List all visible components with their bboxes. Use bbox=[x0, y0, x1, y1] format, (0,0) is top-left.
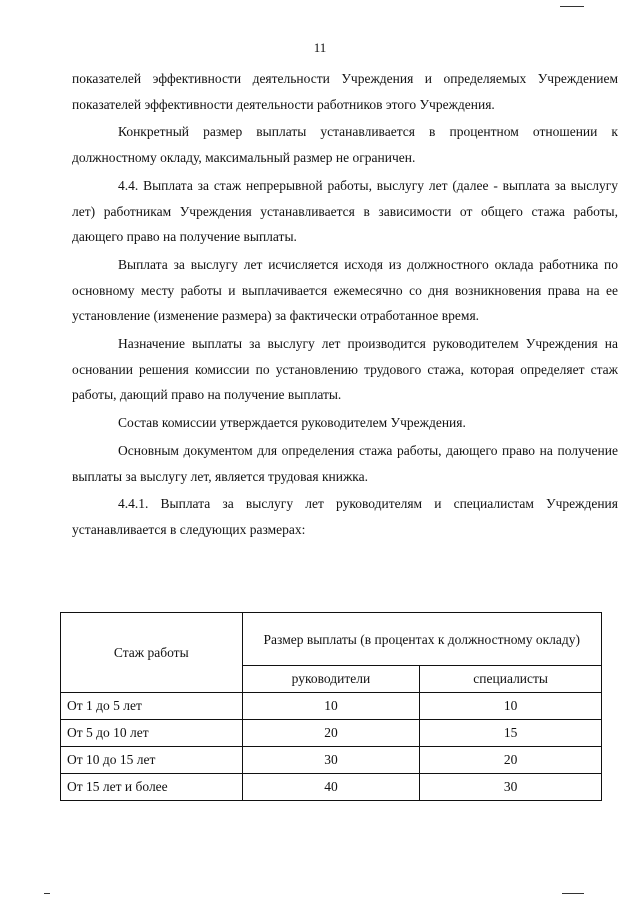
page-number: 11 bbox=[313, 40, 327, 55]
managers-value: 20 bbox=[242, 720, 420, 747]
paragraph: Выплата за выслугу лет исчисляется исходя из должностного оклада работника по основному месту работы и выплачивается ежемесячно со дня возникновения права на ее установление (изменение размера) за фактически отработанное время. bbox=[72, 256, 618, 324]
period-cell: От 1 до 5 лет bbox=[61, 693, 243, 720]
specialists-value: 30 bbox=[420, 774, 602, 801]
payment-table bbox=[60, 612, 602, 801]
managers-value: 30 bbox=[242, 747, 420, 774]
body-text bbox=[72, 66, 618, 543]
managers-value: 40 bbox=[242, 774, 420, 801]
period-cell: От 10 до 15 лет bbox=[61, 747, 243, 774]
table-row bbox=[61, 693, 602, 720]
paragraph: Назначение выплаты за выслугу лет производится руководителем Учреждения на основании решения комиссии по установлению трудового стажа, которая определяет стаж работы, дающий право на получение выплаты. bbox=[72, 336, 618, 403]
paragraph: Конкретный размер выплаты устанавливается в процентном отношении к должностному окладу, максимальный размер не ограничен. bbox=[72, 124, 618, 166]
specialists-value: 10 bbox=[420, 693, 602, 720]
header-payment-size: Размер выплаты (в процентах к должностному окладу) bbox=[242, 613, 601, 666]
table-row bbox=[61, 747, 602, 774]
scan-mark-top bbox=[560, 6, 584, 7]
paragraph: Состав комиссии утверждается руководителем Учреждения. bbox=[118, 415, 466, 431]
table-row bbox=[61, 720, 602, 747]
managers-value: 10 bbox=[242, 693, 420, 720]
scan-mark-bottom-left bbox=[44, 893, 50, 894]
period-cell: От 15 лет и более bbox=[61, 774, 243, 801]
scan-mark-bottom-right bbox=[562, 893, 584, 894]
paragraph: 4.4. Выплата за стаж непрерывной работы, выслугу лет (далее - выплата за выслугу лет) работникам Учреждения устанавливается в зависимости от общего стажа работы, дающего право на получение выплаты. bbox=[72, 177, 618, 245]
paragraph: Основным документом для определения стажа работы, дающего право на получение выплаты за выслугу лет, является трудовая книжка. bbox=[72, 442, 618, 484]
period-cell: От 5 до 10 лет bbox=[61, 720, 243, 747]
paragraph: показателей эффективности деятельности Учреждения и определяемых Учреждением показателей эффективности деятельности работников этого Учреждения. bbox=[72, 71, 618, 112]
paragraph: 4.4.1. Выплата за выслугу лет руководителям и специалистам Учреждения устанавливается в следующих размерах: bbox=[72, 496, 618, 537]
header-managers: руководители bbox=[242, 666, 420, 693]
table-row bbox=[61, 774, 602, 801]
header-experience: Стаж работы bbox=[61, 613, 243, 693]
header-specialists: специалисты bbox=[420, 666, 602, 693]
specialists-value: 20 bbox=[420, 747, 602, 774]
specialists-value: 15 bbox=[420, 720, 602, 747]
